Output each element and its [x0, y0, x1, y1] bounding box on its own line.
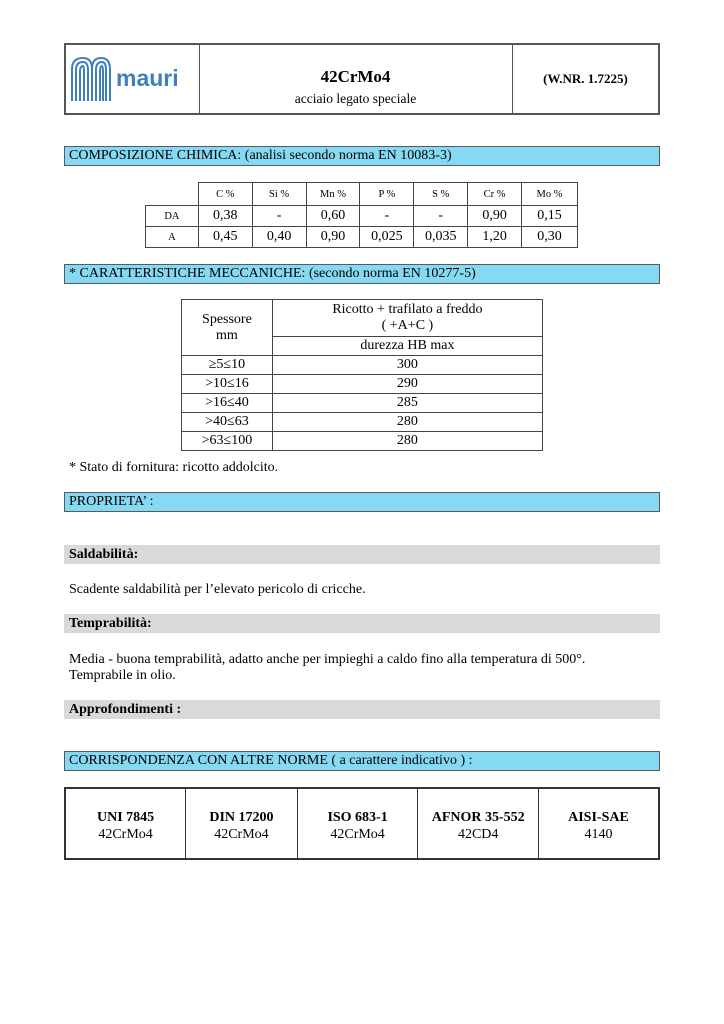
thickness-range: >40≤63	[182, 413, 273, 432]
thickness-range: >16≤40	[182, 394, 273, 413]
composition-header-row	[146, 183, 578, 206]
steel-description: acciaio legato speciale	[294, 91, 417, 106]
table-cell: 0,45	[198, 227, 252, 248]
column-header: Cr %	[468, 183, 522, 206]
mauri-logo	[66, 45, 197, 113]
table-row	[182, 356, 543, 375]
norm-cell	[65, 788, 186, 859]
norms-table	[64, 787, 660, 860]
composition-heading: COMPOSIZIONE CHIMICA: (analisi secondo norma EN 10083-3)	[64, 146, 660, 166]
table-cell: 0,90	[306, 227, 360, 248]
column-header: Si %	[252, 183, 306, 206]
table-cell: 0,40	[252, 227, 306, 248]
table-cell: 0,035	[414, 227, 468, 248]
norm-grade: 4140	[584, 827, 613, 842]
norms-row	[65, 788, 659, 859]
norm-cell	[538, 788, 659, 859]
table-row	[146, 227, 578, 248]
steel-grade-title: 42CrMo4	[320, 67, 391, 86]
norm-standard: UNI 7845	[96, 810, 155, 825]
thickness-range: ≥5≤10	[182, 356, 273, 375]
norms-heading: CORRISPONDENZA CON ALTRE NORME ( a carattere indicativo ) :	[64, 751, 660, 771]
mechanical-table	[181, 299, 543, 451]
hardenability-text-line2: Temprabile in olio.	[69, 668, 176, 683]
table-cell: 1,20	[468, 227, 522, 248]
properties-heading: PROPRIETA’ :	[64, 492, 660, 512]
treatment-code: ( +A+C )	[381, 318, 434, 333]
composition-table	[145, 182, 578, 248]
hardness-value: 280	[272, 413, 542, 432]
hardness-value: 300	[272, 356, 542, 375]
table-cell: 0,60	[306, 206, 360, 227]
treatment-header	[272, 300, 542, 337]
norm-grade: 42CD4	[457, 827, 499, 842]
column-header: P %	[360, 183, 414, 206]
table-cell: 0,30	[522, 227, 578, 248]
mechanical-heading: * CARATTERISTICHE MECCANICHE: (secondo norma EN 10277-5)	[64, 264, 660, 284]
thickness-unit: mm	[216, 327, 238, 343]
thickness-label: Spessore	[202, 311, 252, 327]
table-row	[182, 375, 543, 394]
hardenability-heading: Temprabilità:	[64, 614, 660, 633]
table-cell: 0,15	[522, 206, 578, 227]
norm-standard: DIN 17200	[209, 810, 274, 825]
table-cell: -	[252, 206, 306, 227]
norm-cell	[186, 788, 298, 859]
column-header: S %	[414, 183, 468, 206]
norm-cell	[418, 788, 539, 859]
norm-grade: 42CrMo4	[214, 827, 269, 842]
document-header	[64, 43, 660, 115]
table-cell: 0,38	[198, 206, 252, 227]
weldability-heading: Saldabilità:	[64, 545, 660, 564]
hardness-value: 290	[272, 375, 542, 394]
hardenability-text-line1: Media - buona temprabilità, adatto anche per impieghi a caldo fino alla temperatura di 500°.	[69, 652, 586, 667]
norm-standard: AISI-SAE	[568, 810, 629, 825]
norm-standard: ISO 683-1	[327, 810, 388, 825]
insights-heading: Approfondimenti :	[64, 700, 660, 719]
weldability-text: Scadente saldabilità per l’elevato pericolo di cricche.	[69, 582, 366, 597]
treatment-label: Ricotto + trafilato a freddo	[332, 302, 483, 317]
row-label: DA	[146, 206, 199, 227]
hardness-value: 280	[272, 432, 542, 451]
table-cell: 0,90	[468, 206, 522, 227]
hardness-value: 285	[272, 394, 542, 413]
norm-standard: AFNOR 35-552	[431, 810, 525, 825]
table-row	[146, 206, 578, 227]
row-label: A	[146, 227, 199, 248]
table-cell: -	[360, 206, 414, 227]
column-header: Mn %	[306, 183, 360, 206]
supply-state-note: * Stato di fornitura: ricotto addolcito.	[69, 460, 279, 475]
norm-cell	[297, 788, 418, 859]
hardness-subheader: durezza HB max	[272, 337, 542, 356]
thickness-range: >10≤16	[182, 375, 273, 394]
thickness-range: >63≤100	[182, 432, 273, 451]
table-cell: -	[414, 206, 468, 227]
table-cell: 0,025	[360, 227, 414, 248]
thickness-header	[182, 300, 273, 356]
werkstoff-number: (W.NR. 1.7225)	[512, 45, 658, 113]
column-header: Mo %	[522, 183, 578, 206]
norm-grade: 42CrMo4	[98, 827, 153, 842]
logo-cell	[66, 45, 200, 113]
table-corner	[146, 183, 199, 206]
table-row	[182, 432, 543, 451]
table-row	[182, 413, 543, 432]
column-header: C %	[198, 183, 252, 206]
norm-grade: 42CrMo4	[330, 827, 385, 842]
table-row	[182, 394, 543, 413]
title-cell	[199, 45, 512, 113]
brand-wordmark: mauri	[116, 65, 179, 91]
mechanical-header-row	[182, 300, 543, 337]
